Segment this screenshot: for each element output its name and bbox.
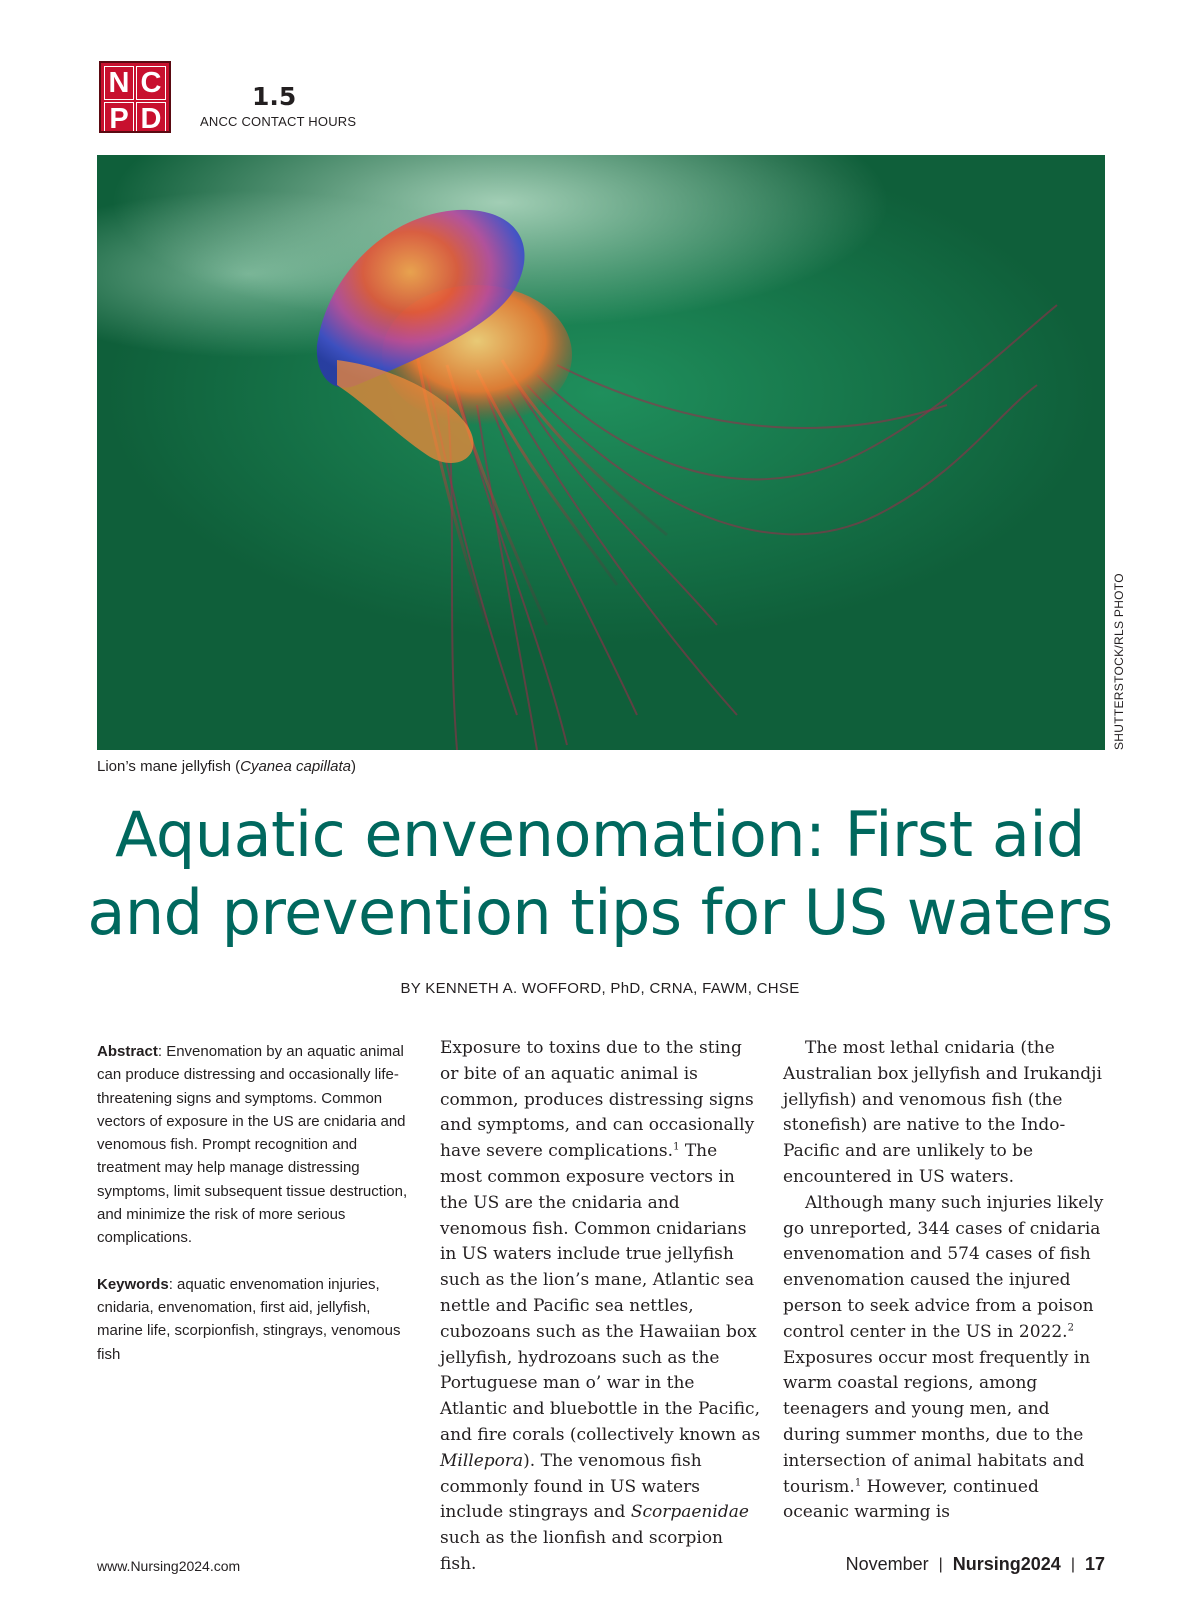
article-title [60,796,1140,952]
caption-suffix: ) [351,758,357,775]
abstract [97,1040,415,1250]
keywords-label: Keywords [97,1275,169,1293]
text-run: However, continued oceanic warming is [783,1476,1039,1523]
body-column-1 [440,1036,762,1578]
jellyfish-photo [97,155,1105,750]
text-run: Exposures occur most frequently in warm coastal regions, among teenagers and young men, and during summer months, due to the intersection of animal habitats and tourism. [783,1347,1091,1497]
text-run: The most common exposure vectors in the US are the cnidaria and venomous fish. Common cnidarians in US waters include true jellyfish such as the lion’s mane, Atlantic sea nettle and Pacific sea nettles, cubozoans such as the Hawaiian box jellyfish, hydrozoans such as the Portuguese man o’ war in the Atlantic and bluebottle in the Pacific, and fire corals (collectively known as [440,1141,761,1445]
photo-caption [97,758,356,775]
logo-letter-c: C [136,66,166,100]
body-column-2 [783,1036,1105,1526]
title-line-1: Aquatic envenomation: First aid [115,798,1085,871]
logo-letter-n: N [104,66,134,100]
reference-marker: 1 [673,1141,680,1153]
logo-letter-p: P [104,102,134,136]
body-paragraph [440,1036,762,1578]
contact-hours-label: ANCC CONTACT HOURS [200,114,357,129]
reference-marker: 2 [1067,1322,1074,1334]
caption-species: Cyanea capillata [240,758,352,775]
text-run: ). The venomous fish commonly found in US waters include stingrays and [440,1450,702,1523]
italic-term: Scorpaenidae [630,1502,749,1523]
text-run: such as the lionfish and scorpion fish. [440,1528,724,1574]
caption-text: Lion’s mane jellyfish ( [97,758,241,775]
byline: BY KENNETH A. WOFFORD, PhD, CRNA, FAWM, CHSE [400,980,800,997]
text-run: Although many such injuries likely go unreported, 344 cases of cnidaria envenomation and 574 cases of fish envenomation caused the injured person to seek advice from a poison control center in the US in 2022. [783,1192,1104,1342]
body-paragraph [783,1191,1105,1526]
logo-letter-d: D [136,102,166,136]
page-number: 17 [1084,1554,1105,1574]
abstract-text: : Envenomation by an aquatic animal can produce distressing and occasionally life-threatening signs and symptoms. Common vectors of exposure in the US are cnidaria and venomous fish. Prompt recognition and treatment may help manage distressing symptoms, limit subsequent tissue destruction, and minimize the risk of more serious complications. [97,1043,408,1247]
abstract-label: Abstract [97,1043,158,1060]
keywords-text: : aquatic envenomation injuries, cnidaria, envenomation, first aid, jellyfish, marine life, scorpionfish, stingrays, venomous fish [97,1275,401,1363]
contact-hours-value: 1.5 [252,82,297,111]
abstract-column [97,1040,415,1389]
italic-term: Millepora [440,1450,524,1471]
ncpd-logo [100,62,170,135]
footer-magazine: Nursing2024 [952,1554,1061,1574]
title-line-2: and prevention tips for US waters [87,876,1113,949]
footer-separator: | [1070,1555,1075,1573]
text-run: Exposure to toxins due to the sting or bite of an aquatic animal is common, produces distressing signs and symptoms, and can occasionally have severe complications. [440,1038,755,1162]
footer-folio [846,1554,1105,1575]
footer-month: November [845,1554,929,1574]
footer-website: www.Nursing2024.com [97,1558,241,1574]
jellyfish-illustration [97,155,1105,750]
footer-separator: | [938,1555,943,1573]
body-paragraph: The most lethal cnidaria (the Australian box jellyfish and Irukandji jellyfish) and venomous fish (the stonefish) are native to the Indo-Pacific and are unlikely to be encountered in US waters. [783,1038,1102,1187]
reference-marker: 1 [854,1476,862,1488]
keywords [97,1273,415,1366]
